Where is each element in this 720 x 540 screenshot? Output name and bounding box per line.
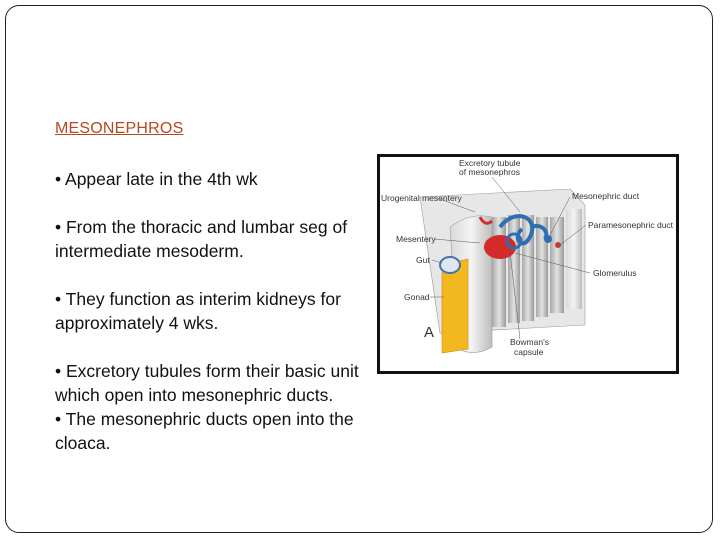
label-bowmans-capsule: Bowman's xyxy=(510,337,549,347)
bullet-item: • Excretory tubules form their basic unit which open into mesonephric ducts. xyxy=(55,361,359,405)
duct-shape xyxy=(544,235,552,243)
label-urogenital-mesentery: Urogenital mesentery xyxy=(381,193,462,203)
bullet-item: • The mesonephric ducts open into the cloaca. xyxy=(55,409,354,453)
label-mesentery: Mesentery xyxy=(396,234,436,244)
bullet-item: • They function as interim kidneys for approximately 4 wks. xyxy=(55,289,341,333)
gut-shape xyxy=(440,257,460,273)
label-paramesonephric-duct: Paramesonephric duct xyxy=(588,220,674,230)
fold-shape xyxy=(566,209,582,309)
bullet-list xyxy=(55,167,385,479)
label-excretory-tubule: Excretory tubule xyxy=(459,158,521,168)
slide-title: MESONEPHROS xyxy=(55,120,184,137)
fold-shape xyxy=(492,217,506,327)
label-excretory-tubule-2: of mesonephros xyxy=(459,167,520,177)
bullet-item: • From the thoracic and lumbar seg of intermediate mesoderm. xyxy=(55,217,348,261)
label-gonad: Gonad xyxy=(404,292,430,302)
label-bowmans-capsule-2: capsule xyxy=(514,347,544,357)
panel-letter: A xyxy=(424,324,435,341)
label-mesonephric-duct: Mesonephric duct xyxy=(572,191,640,201)
mesonephros-illustration xyxy=(380,157,676,371)
label-glomerulus: Glomerulus xyxy=(593,268,637,278)
label-gut: Gut xyxy=(416,255,430,265)
mesonephros-figure xyxy=(377,154,679,374)
bullet-item: • Appear late in the 4th wk xyxy=(55,169,258,189)
